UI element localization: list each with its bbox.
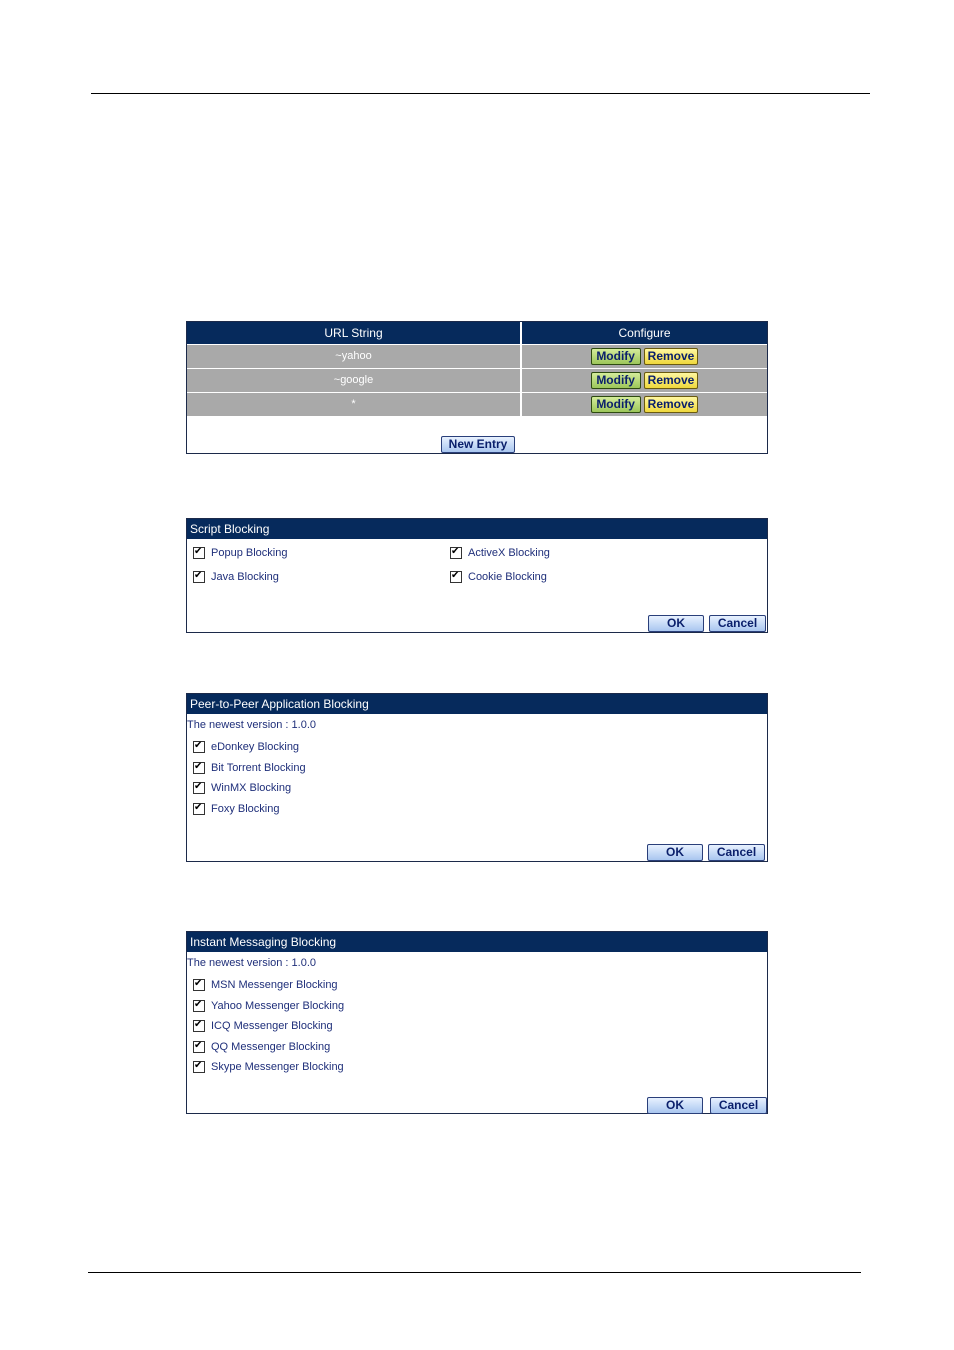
cancel-button[interactable]: Cancel (708, 844, 765, 861)
column-header-url-string: URL String (187, 322, 520, 344)
option-label: Java Blocking (211, 571, 279, 583)
configure-cell (522, 393, 767, 416)
url-blocking-table (186, 321, 768, 454)
option-label: Bit Torrent Blocking (211, 762, 306, 774)
ok-button[interactable]: OK (647, 844, 703, 861)
table-row (187, 369, 767, 392)
option-label: ICQ Messenger Blocking (211, 1020, 333, 1032)
modify-button[interactable]: Modify (591, 396, 641, 413)
option-label: Cookie Blocking (468, 571, 547, 583)
cancel-button[interactable]: Cancel (709, 615, 766, 632)
p2p-blocking-panel (186, 693, 768, 862)
table-header (187, 322, 767, 344)
checkbox[interactable] (193, 782, 205, 794)
url-string-cell: ~google (187, 369, 520, 392)
remove-button[interactable]: Remove (644, 372, 699, 389)
remove-button[interactable]: Remove (644, 348, 699, 365)
cookie-blocking-option[interactable] (450, 571, 547, 583)
remove-button[interactable]: Remove (644, 396, 699, 413)
ok-button[interactable]: OK (647, 1097, 703, 1114)
checkbox[interactable] (193, 979, 205, 991)
activex-blocking-option[interactable] (450, 547, 550, 559)
popup-blocking-option[interactable] (193, 547, 287, 559)
skype-messenger-blocking-option[interactable] (193, 1061, 344, 1073)
checkbox[interactable] (193, 803, 205, 815)
panel-title: Script Blocking (187, 519, 767, 539)
edonkey-blocking-option[interactable] (193, 741, 299, 753)
checkbox[interactable] (193, 1061, 205, 1073)
option-label: Yahoo Messenger Blocking (211, 1000, 345, 1012)
table-row (187, 393, 767, 416)
checkbox[interactable] (193, 762, 205, 774)
url-string-cell: * (187, 393, 520, 416)
option-label: Foxy Blocking (211, 803, 280, 815)
ok-button[interactable]: OK (648, 615, 704, 632)
checkbox[interactable] (193, 547, 205, 559)
checkbox[interactable] (193, 571, 205, 583)
option-label: eDonkey Blocking (211, 741, 300, 753)
yahoo-messenger-blocking-option[interactable] (193, 1000, 344, 1012)
modify-button[interactable]: Modify (591, 348, 641, 365)
qq-messenger-blocking-option[interactable] (193, 1041, 330, 1053)
checkbox[interactable] (193, 741, 205, 753)
option-label: Popup Blocking (211, 547, 288, 559)
panel-title: Instant Messaging Blocking (187, 932, 767, 952)
checkbox[interactable] (193, 1020, 205, 1032)
im-blocking-panel (186, 931, 768, 1114)
foxy-blocking-option[interactable] (193, 803, 279, 815)
option-label: ActiveX Blocking (468, 547, 550, 559)
modify-button[interactable]: Modify (591, 372, 641, 389)
version-text: The newest version : 1.0.0 (187, 957, 317, 969)
checkbox[interactable] (193, 1000, 205, 1012)
winmx-blocking-option[interactable] (193, 782, 291, 794)
cancel-button[interactable]: Cancel (710, 1097, 767, 1114)
option-label: Skype Messenger Blocking (211, 1061, 344, 1073)
panel-title: Peer-to-Peer Application Blocking (187, 694, 767, 714)
version-text: The newest version : 1.0.0 (187, 719, 317, 731)
checkbox[interactable] (450, 571, 462, 583)
icq-messenger-blocking-option[interactable] (193, 1020, 333, 1032)
option-label: QQ Messenger Blocking (211, 1041, 331, 1053)
url-string-cell: ~yahoo (187, 345, 520, 368)
configure-cell (522, 369, 767, 392)
column-header-configure: Configure (522, 322, 767, 344)
checkbox[interactable] (193, 1041, 205, 1053)
option-label: MSN Messenger Blocking (211, 979, 338, 991)
top-rule (91, 93, 870, 94)
new-entry-button[interactable]: New Entry (441, 436, 515, 453)
msn-messenger-blocking-option[interactable] (193, 979, 338, 991)
table-row (187, 345, 767, 368)
bittorrent-blocking-option[interactable] (193, 762, 306, 774)
bottom-rule (88, 1272, 861, 1273)
configure-cell (522, 345, 767, 368)
script-blocking-panel (186, 518, 768, 633)
checkbox[interactable] (450, 547, 462, 559)
option-label: WinMX Blocking (211, 782, 292, 794)
java-blocking-option[interactable] (193, 571, 279, 583)
